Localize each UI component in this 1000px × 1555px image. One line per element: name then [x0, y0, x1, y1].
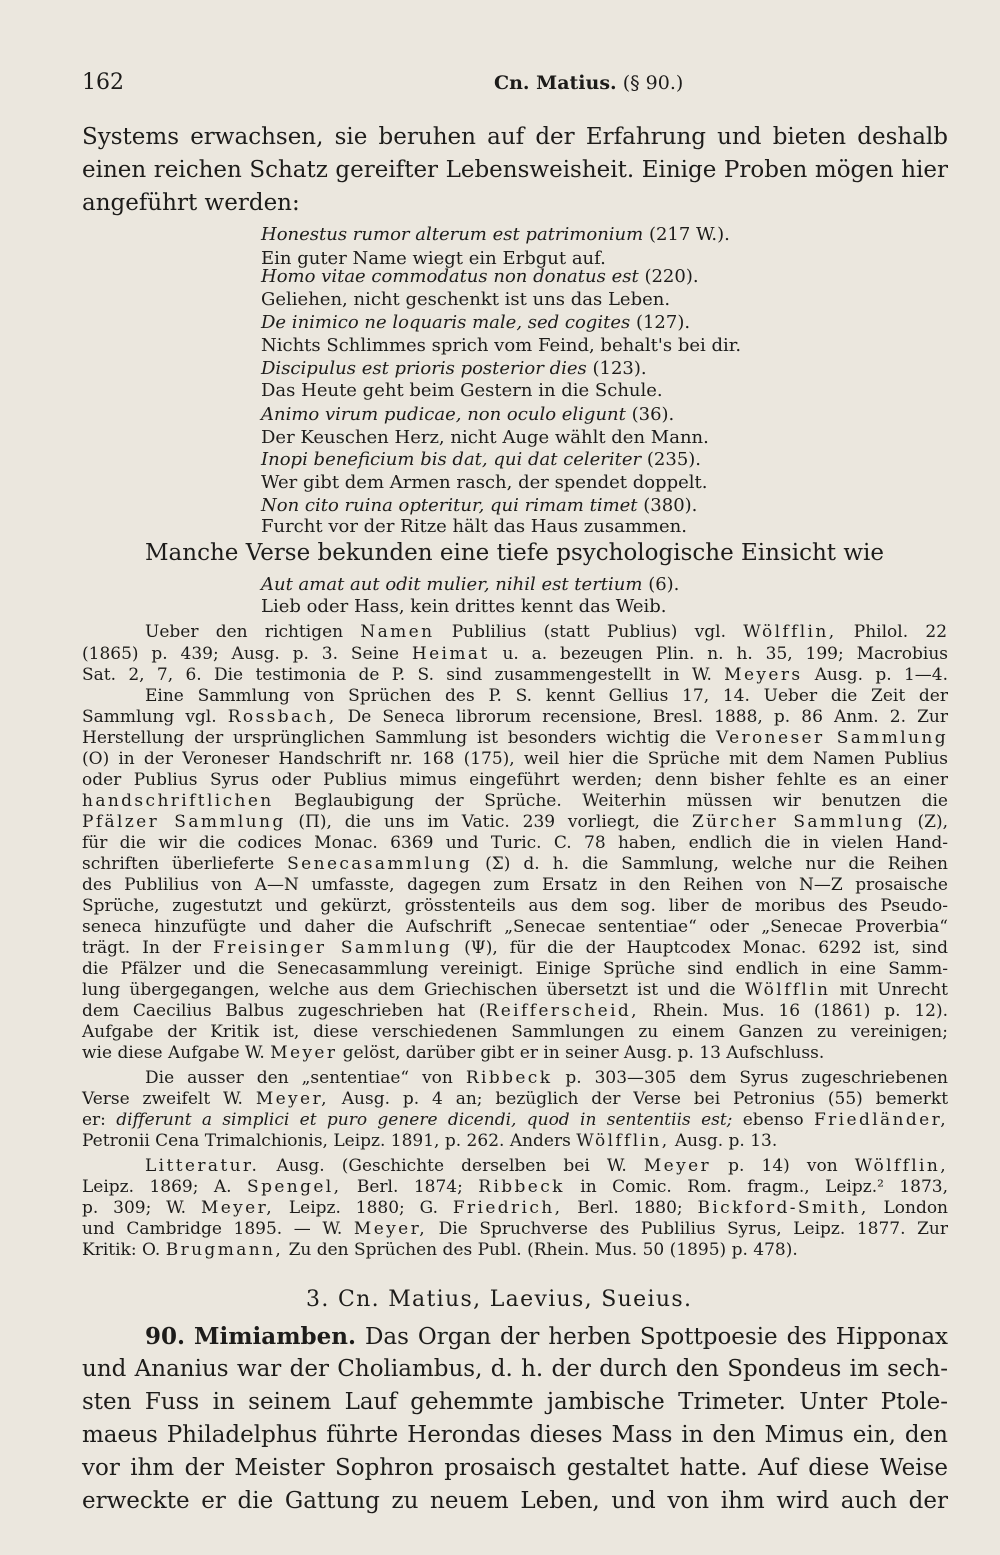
page-header	[82, 70, 948, 104]
note-line: Eine Sammlung von Sprüchen des P. S. kennt Gellius 17, 14. Ueber die Zeit der	[145, 686, 948, 706]
note-line: schriften überlieferte Senecasammlung (Σ) d. h. die Sammlung, welche nur die Reihen	[82, 854, 949, 874]
paragraph-number: 90.	[145, 1323, 186, 1350]
section-heading: 3. Cn. Matius, Laevius, Sueius.	[306, 1287, 693, 1312]
saying-german: Wer gibt dem Armen rasch, der spendet doppelt.	[261, 472, 708, 493]
body-line: vor ihm der Meister Sophron prosaisch gestaltet hatte. Auf diese Weise	[82, 1455, 948, 1481]
running-head-section: (§ 90.)	[622, 72, 684, 94]
note-line: Ueber den richtigen Namen Publilius (statt Publius) vgl. Wölfflin, Philol. 22	[145, 622, 948, 642]
note-line: seneca hinzufügte und daher die Aufschrift „Senecae sententiae“ oder „Senecae Proverbia“	[82, 917, 948, 937]
note-line: Kritik: O. Brugmann, Zu den Sprüchen des Publ. (Rhein. Mus. 50 (1895) p. 478).	[82, 1240, 798, 1260]
saying-german: Das Heute geht beim Gestern in die Schule.	[261, 380, 663, 401]
body-line: und Ananius war der Choliambus, d. h. der durch den Spondeus im sech-	[82, 1356, 948, 1382]
saying-german: Nichts Schlimmes sprich vom Feind, behalt's bei dir.	[261, 335, 742, 356]
running-head	[494, 72, 683, 94]
note-line: oder Publius Syrus oder Publius mimus eingeführt werden; denn bisher fehlte es an einer	[82, 770, 948, 790]
saying-latin: De inimico ne loquaris male, sed cogites (127).	[261, 312, 691, 333]
intro-line: Systems erwachsen, sie beruhen auf der Erfahrung und bieten deshalb	[82, 124, 948, 150]
saying-german: Ein guter Name wiegt ein Erbgut auf.	[261, 248, 606, 269]
note-line: Leipz. 1869; A. Spengel, Berl. 1874; Ribbeck in Comic. Rom. fragm., Leipz.² 1873,	[82, 1177, 949, 1197]
note-line: dem Caecilius Balbus zugeschrieben hat (Reifferscheid, Rhein. Mus. 16 (1861) p. 12).	[82, 1001, 949, 1021]
body-line: erweckte er die Gattung zu neuem Leben, und von ihm wird auch der	[82, 1488, 948, 1514]
saying-latin: Non cito ruina opteritur, qui rimam timet (380).	[261, 495, 698, 516]
saying-latin: Inopi beneficium bis dat, qui dat celeriter (235).	[261, 449, 702, 470]
note-line: (O) in der Veroneser Handschrift nr. 168 (175), weil hier die Sprüche mit dem Namen Publius	[82, 749, 948, 769]
paragraph-title: Mimiamben.	[194, 1323, 356, 1350]
note-line: des Publilius von A—N umfasste, dagegen zum Ersatz in den Reihen von N—Z prosaische	[82, 875, 948, 895]
psych-line: Manche Verse bekunden eine tiefe psychologische Einsicht wie	[145, 540, 885, 566]
note-line: Sprüche, zugestutzt und gekürzt, grösstenteils aus dem sog. liber de moribus des Pseudo-	[82, 896, 948, 916]
saying-german: Furcht vor der Ritze hält das Haus zusammen.	[261, 516, 687, 537]
note-line: Herstellung der ursprünglichen Sammlung ist besonders wichtig die Veroneser Sammlung	[82, 728, 949, 748]
saying-latin: Homo vitae commodatus non donatus est (220).	[261, 266, 699, 287]
note-line: wie diese Aufgabe W. Meyer gelöst, darüber gibt er in seiner Ausg. p. 13 Aufschluss.	[82, 1043, 825, 1063]
note-line: (1865) p. 439; Ausg. p. 3. Seine Heimat u. a. bezeugen Plin. n. h. 35, 199; Macrobius	[82, 644, 948, 664]
intro-line: angeführt werden:	[82, 190, 300, 216]
note-line: Litteratur. Ausg. (Geschichte derselben bei W. Meyer p. 14) von Wölfflin,	[145, 1156, 948, 1176]
intro-line: einen reichen Schatz gereifter Lebensweisheit. Einige Proben mögen hier	[82, 157, 948, 183]
note-line: und Cambridge 1895. — W. Meyer, Die Spruchverse des Publilius Syrus, Leipz. 1877. Zur	[82, 1219, 949, 1239]
note-line: Verse zweifelt W. Meyer, Ausg. p. 4 an; bezüglich der Verse bei Petronius (55) bemerkt	[82, 1089, 949, 1109]
saying-latin: Discipulus est prioris posterior dies (123).	[261, 358, 647, 379]
note-line: Die ausser den „sententiae“ von Ribbeck p. 303—305 dem Syrus zugeschriebenen	[145, 1068, 948, 1088]
saying-latin: Honestus rumor alterum est patrimonium (217 W.).	[261, 224, 730, 245]
note-line: er: differunt a simplici et puro genere dicendi, quod in sententiis est; ebenso Friedländer,	[82, 1110, 948, 1130]
saying-german: Geliehen, nicht geschenkt ist uns das Leben.	[261, 289, 671, 310]
page-number: 162	[82, 70, 124, 95]
note-line: Pfälzer Sammlung (Π), die uns im Vatic. 239 vorliegt, die Zürcher Sammlung (Z),	[82, 812, 948, 832]
note-line: Sammlung vgl. Rossbach, De Seneca librorum recensione, Bresl. 1888, p. 86 Anm. 2. Zur	[82, 707, 948, 727]
note-line: trägt. In der Freisinger Sammlung (Ψ), für die der Hauptcodex Monac. 6292 ist, sind	[82, 938, 948, 958]
note-line: für die wir die codices Monac. 6369 und Turic. C. 78 haben, endlich die in vielen Hand-	[82, 833, 948, 853]
note-line: handschriftlichen Beglaubigung der Sprüche. Weiterhin müssen wir benutzen die	[82, 791, 948, 811]
body-line: 90. Mimiamben. Das Organ der herben Spottpoesie des Hipponax	[145, 1323, 948, 1350]
note-line: Sat. 2, 7, 6. Die testimonia de P. S. sind zusammengestellt in W. Meyers Ausg. p. 1—4.	[82, 665, 948, 685]
note-line: die Pfälzer und die Senecasammlung vereinigt. Einige Sprüche sind endlich in eine Samm-	[82, 959, 948, 979]
saying-latin: Animo virum pudicae, non oculo eligunt (36).	[261, 404, 675, 425]
note-line: Petronii Cena Trimalchionis, Leipz. 1891, p. 262. Anders Wölfflin, Ausg. p. 13.	[82, 1131, 778, 1151]
note-line: Aufgabe der Kritik ist, diese verschiedenen Sammlungen zu einem Ganzen zu vereinigen;	[82, 1022, 948, 1042]
saying-german: Lieb oder Hass, kein drittes kennt das Weib.	[261, 596, 667, 617]
body-line: sten Fuss in seinem Lauf gehemmte jambische Trimeter. Unter Ptole-	[82, 1389, 948, 1415]
note-line: lung übergegangen, welche aus dem Griechischen übersetzt ist und die Wölfflin mit Unrecht	[82, 980, 948, 1000]
running-head-name: Cn. Matius.	[494, 72, 617, 94]
saying-latin: Aut amat aut odit mulier, nihil est tertium (6).	[261, 574, 680, 595]
note-line: p. 309; W. Meyer, Leipz. 1880; G. Friedrich, Berl. 1880; Bickford-Smith, London	[82, 1198, 949, 1218]
saying-german: Der Keuschen Herz, nicht Auge wählt den Mann.	[261, 427, 709, 448]
body-line: maeus Philadelphus führte Herondas dieses Mass in den Mimus ein, den	[82, 1422, 948, 1448]
